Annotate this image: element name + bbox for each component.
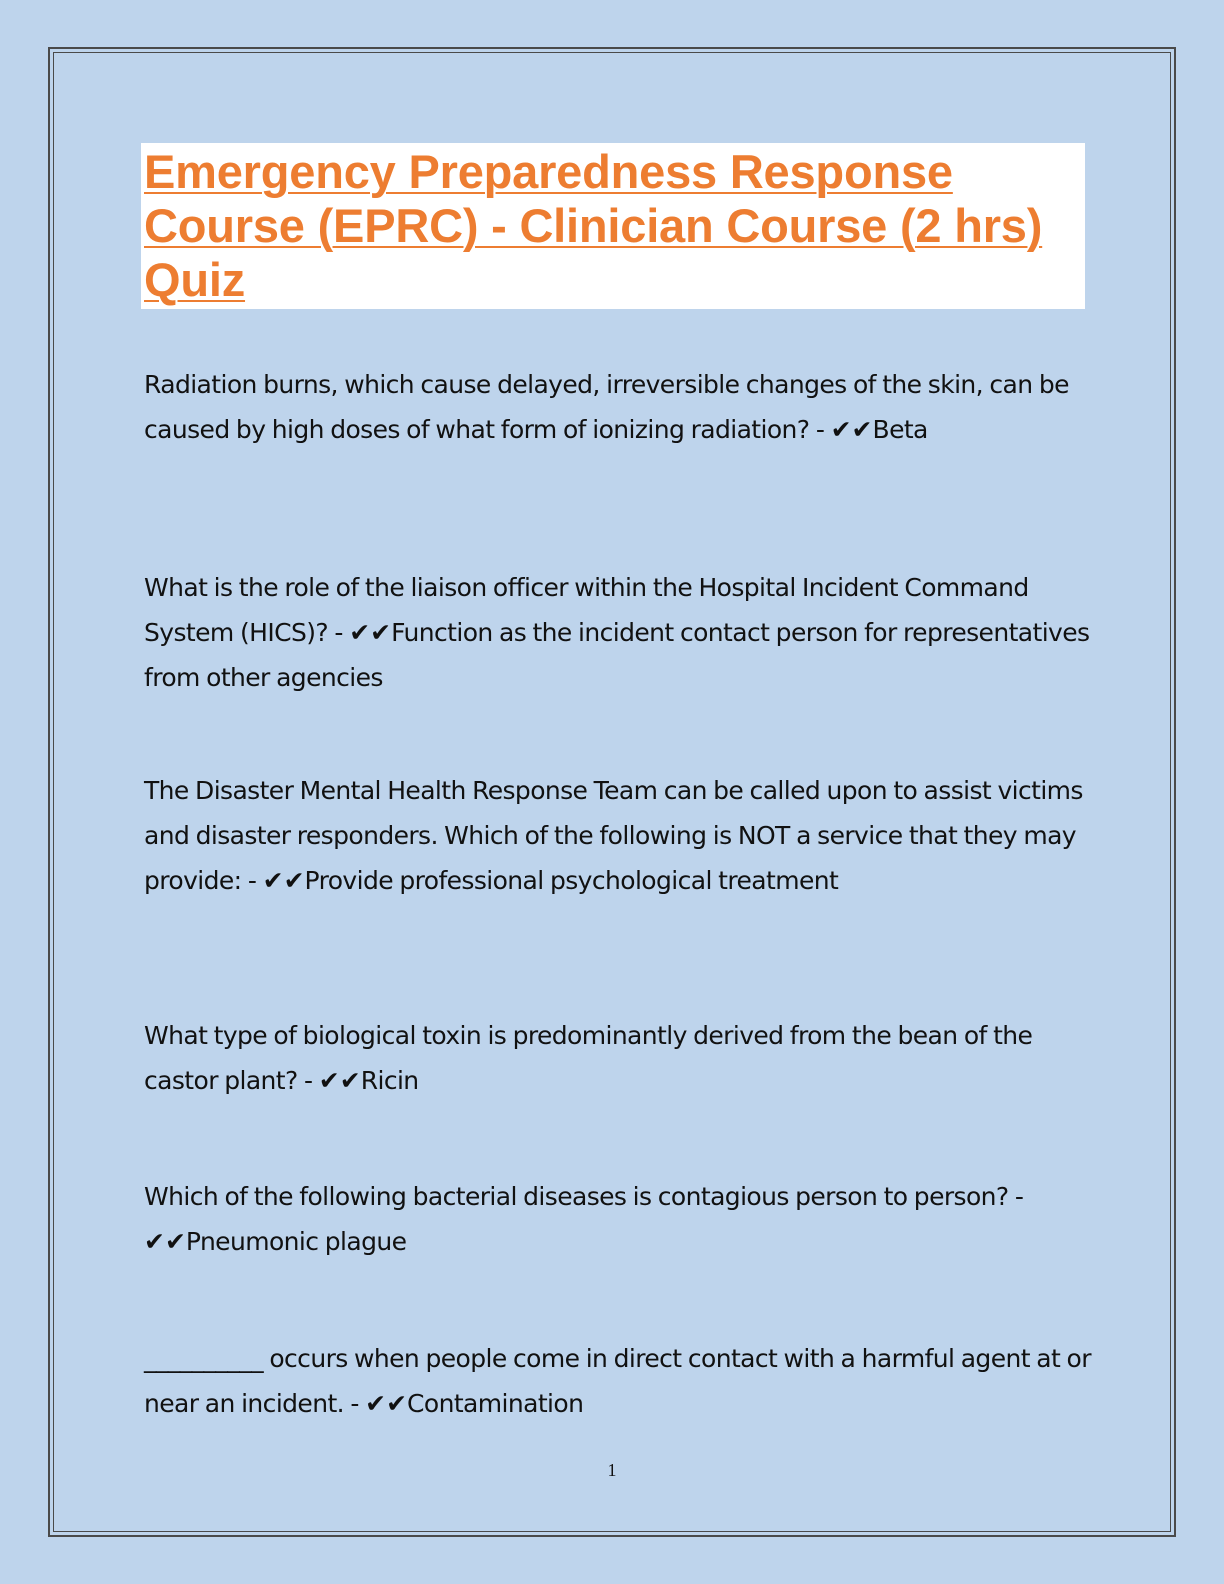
question-text: What type of biological toxin is predominantly derived from the bean of the castor plant? - <box>144 1021 1033 1095</box>
quiz-item-1 <box>144 362 1094 452</box>
question-text: The Disaster Mental Health Response Team can be called upon to assist victims and disaster responders. Which of the following is NOT a service that they may provide: - <box>144 776 1083 895</box>
title-box <box>141 143 1085 309</box>
quiz-item-2 <box>144 565 1094 700</box>
document-title: Emergency Preparedness Response Course (EPRC) - Clinician Course (2 hrs) Quiz <box>144 145 1043 306</box>
question-text: Which of the following bacterial diseases is contagious person to person? - <box>144 1182 1024 1211</box>
double-check-icon: ✔✔ <box>318 1066 361 1095</box>
page-number: 1 <box>607 1460 617 1480</box>
question-text: Radiation burns, which cause delayed, irreversible changes of the skin, can be caused by high doses of what form of ionizing radiation? - <box>144 370 1069 444</box>
question-text: __________ occurs when people come in direct contact with a harmful agent at or near an incident. - <box>144 1344 1091 1418</box>
quiz-item-5 <box>144 1174 1094 1264</box>
answer-text: Contamination <box>407 1389 584 1418</box>
answer-text: Provide professional psychological treatment <box>304 866 839 895</box>
double-check-icon: ✔✔ <box>830 415 873 444</box>
quiz-item-3 <box>144 768 1094 903</box>
double-check-icon: ✔✔ <box>262 866 305 895</box>
answer-text: Pneumonic plague <box>185 1227 407 1256</box>
quiz-item-4 <box>144 1013 1094 1103</box>
quiz-item-6 <box>144 1336 1094 1426</box>
answer-text: Function as the incident contact person for representatives from other agencies <box>144 618 1090 692</box>
answer-text: Beta <box>872 415 928 444</box>
double-check-icon: ✔✔ <box>365 1389 408 1418</box>
double-check-icon: ✔✔ <box>349 618 392 647</box>
double-check-icon: ✔✔ <box>144 1227 186 1256</box>
answer-text: Ricin <box>360 1066 419 1095</box>
question-text: What is the role of the liaison officer within the Hospital Incident Command System (HICS)? - <box>144 573 1029 647</box>
